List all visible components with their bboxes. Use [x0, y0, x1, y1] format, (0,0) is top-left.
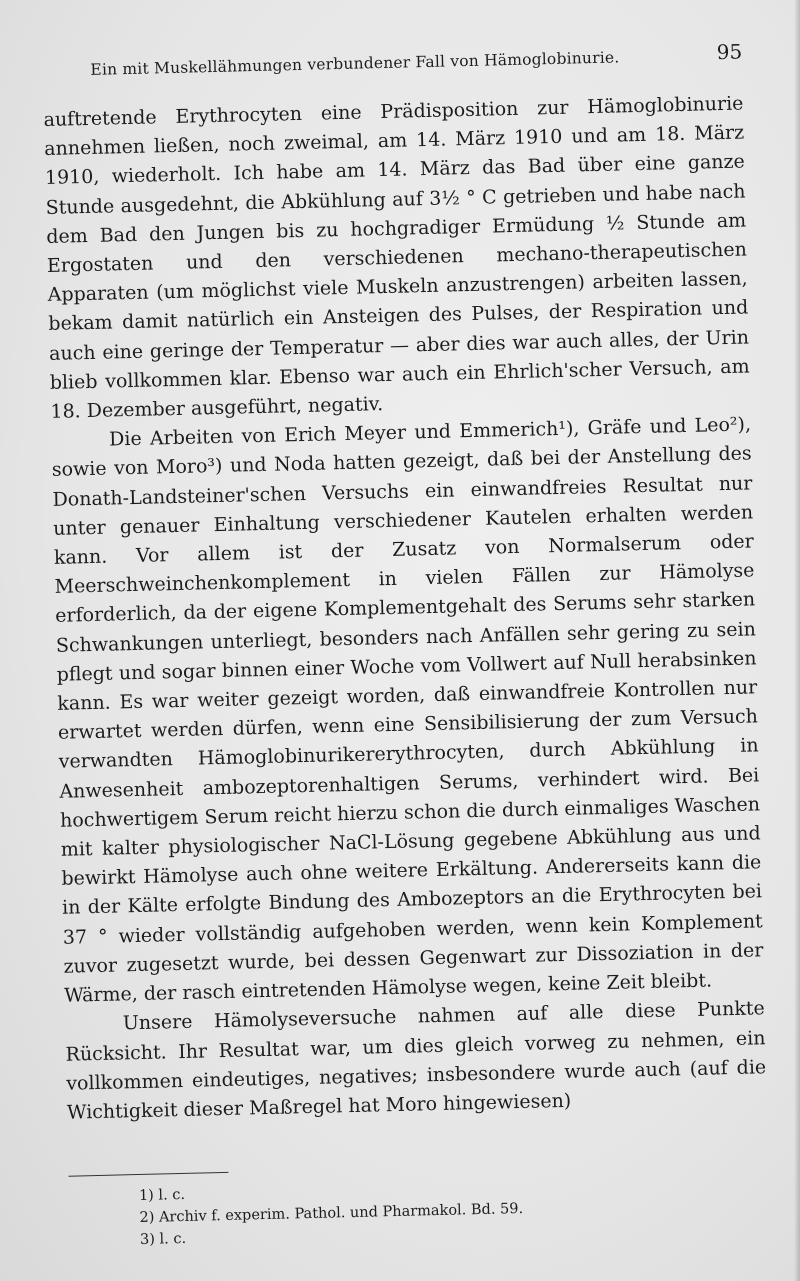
footnote-divider [68, 1172, 228, 1177]
running-title: Ein mit Muskellähmungen verbundener Fall von Hämoglobinurie. [90, 48, 620, 79]
page-number: 95 [716, 39, 743, 65]
paragraph: Unsere Hämolyseversuche nahmen auf alle diese Punkte Rücksicht. Ihr Resultat war, um dies gleich vorweg zu nehmen, ein vollkommen eindeutiges, negatives; insbesondere wurde auch (auf die Wichtigkeit dieser Maßregel hat Moro hingewiesen) [65, 997, 767, 1124]
body-text [43, 89, 767, 1127]
footnotes [69, 1170, 770, 1252]
footnote: 1) l. c. [138, 1187, 186, 1205]
footnote: 3) l. c. [139, 1231, 187, 1249]
paragraph-continued: auftretende Erythrocyten eine Prädisposition zur Hämoglobinurie annehmen ließen, noch zweimal, am 14. März 1910 und am 18. März 1910, wiederholt. Ich habe am 14. März das Bad über eine ganze Stunde ausgedehnt, die Abkühlung auf 3½ ° C getrieben und habe nach dem Bad den Jungen bis zu hochgradiger Ermüdung ½ Stunde am Ergostaten und den verschiedenen mechano-therapeutischen Apparaten (um möglichst viele Muskeln anzustrengen) arbeiten lassen, bekam damit natürlich ein Ansteigen des Pulses, der Respiration und auch eine geringe der Temperatur — aber dies war auch alles, der Urin blieb vollkommen klar. Ebenso war auch ein Ehrlich'scher Versuch, am 18. Dezember ausgeführt, negativ. [43, 92, 750, 423]
page-edge-shadow [794, 0, 800, 1281]
running-header [42, 36, 743, 92]
paragraph: Die Arbeiten von Erich Meyer und Emmerich¹), Gräfe und Leo²), sowie von Moro³) und Noda hatten gezeigt, daß bei der Anstellung des Donath-Landsteiner'schen Versuchs ein einwandfreies Resultat nur unter genauer Einhaltung verschiedener Kautelen erhalten werden kann. Vor allem ist der Zusatz von Normalserum oder Meerschweinchenkomplement in vielen Fällen zur Hämolyse erforderlich, da der eigene Komplementgehalt des Serums sehr starken Schwankungen unterliegt, besonders nach Anfällen sehr gering zu sein pflegt und sogar binnen einer Woche vom Vollwert auf Null herabsinken kann. Es war weiter gezeigt worden, daß einwandfreie Kontrollen nur erwartet werden dürfen, wenn eine Sensibilisierung der zum Versuch verwandten Hämoglobinurikererythrocyten, durch Abkühlung in Anwesenheit ambozeptorenhaltigen Serums, verhindert wird. Bei hochwertigem Serum reicht hierzu schon die durch einmaliges Waschen mit kalter physiologischer NaCl-Lösung gegebene Abkühlung aus und bewirkt Hämolyse auch ohne weitere Erkältung. Andererseits kann die in der Kälte erfolgte Bindung des Ambozeptors an die Erythrocyten bei 37 ° wieder vollständig aufgehoben werden, wenn kein Komplement zuvor zugesetzt wurde, bei dessen Gegenwart zur Dissoziation in der Wärme, der rasch eintretenden Hämolyse wegen, keine Zeit bleibt. [51, 413, 764, 1007]
page-content [42, 36, 770, 1253]
footnote: 2) Archiv f. experim. Pathol. und Pharmakol. Bd. 59. [139, 1201, 524, 1227]
